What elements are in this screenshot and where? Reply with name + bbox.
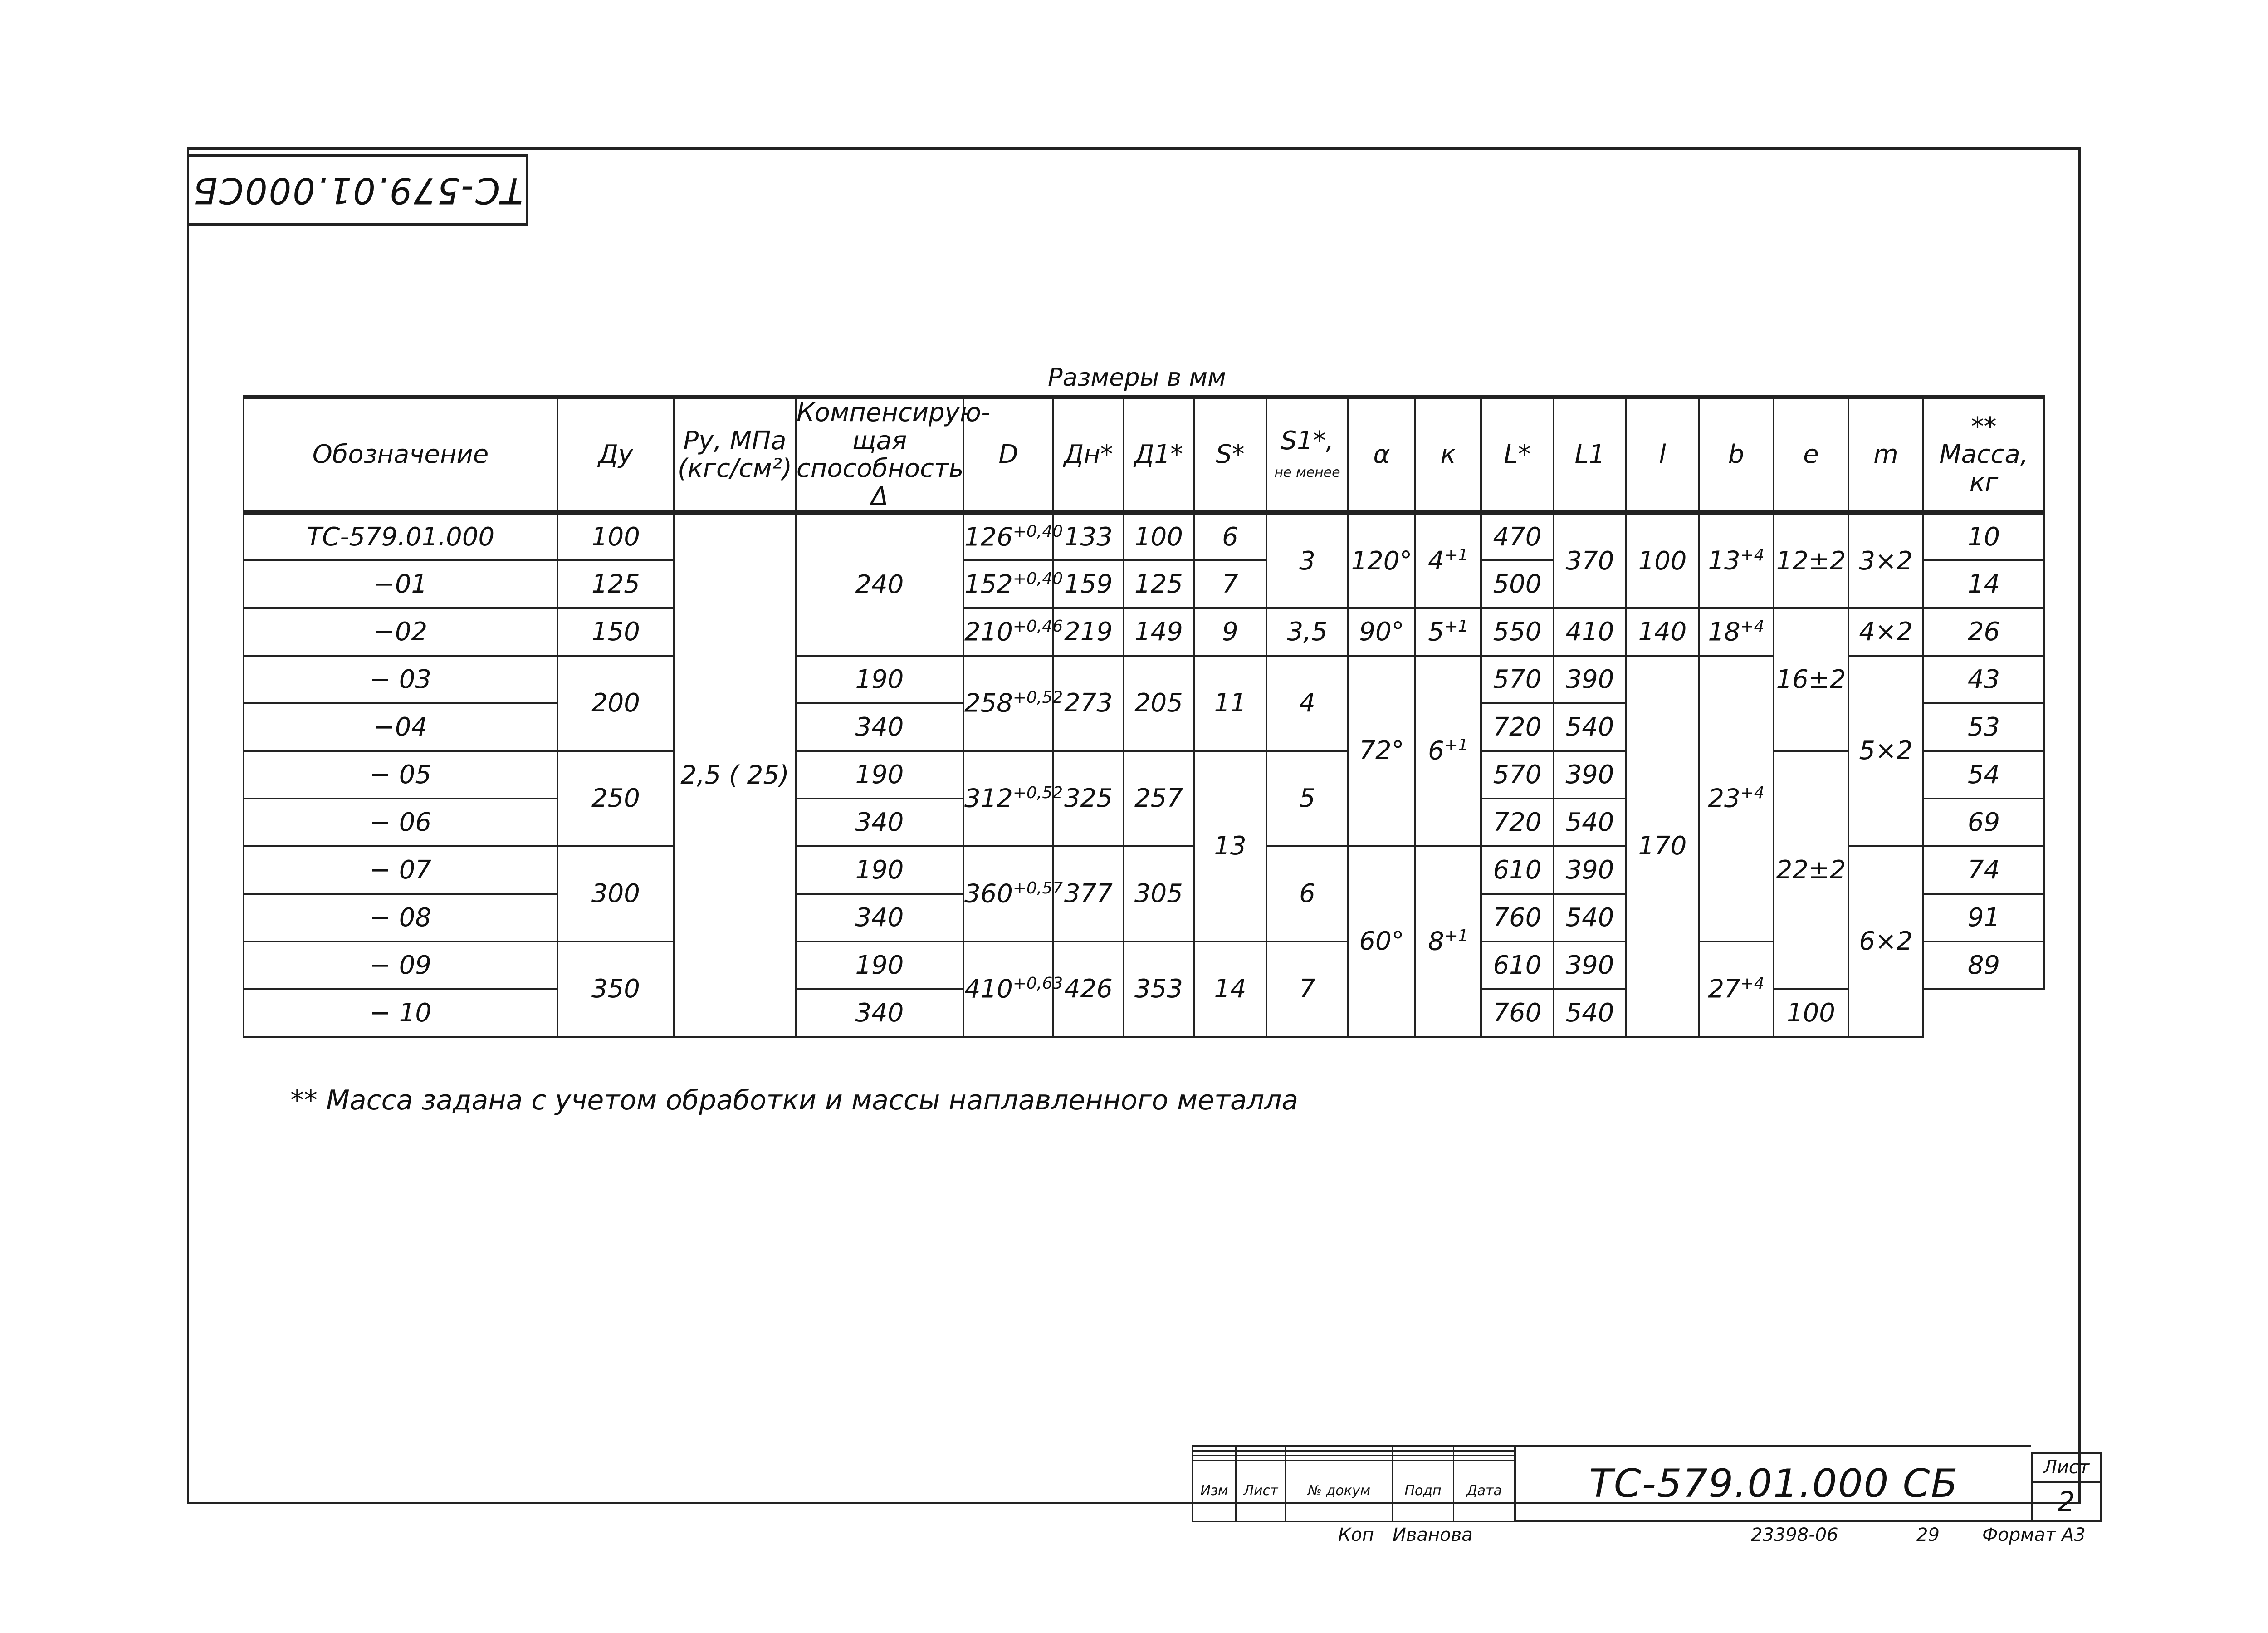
k-value: 5: [1428, 617, 1444, 647]
cell-l1: 370: [1554, 513, 1626, 608]
cell-mass: 54: [1923, 751, 2044, 799]
header-l-star: L*: [1481, 397, 1554, 513]
header-l-small: l: [1626, 397, 1699, 513]
cell-d1: 257: [1124, 751, 1194, 846]
d-tolerance: +0,52: [1012, 688, 1063, 707]
cell-d1: 125: [1124, 560, 1194, 608]
cell-l1: 390: [1554, 846, 1626, 894]
cell-dn: 133: [1053, 513, 1124, 560]
cell-l1: 390: [1554, 751, 1626, 799]
cell-mass: 89: [1923, 942, 2044, 989]
grid-cell: [1236, 1451, 1286, 1456]
k-value: 8: [1428, 927, 1444, 956]
d-tolerance: +0,52: [1012, 784, 1063, 803]
cell-d: [963, 751, 1063, 846]
cell-l-star: 760: [1481, 989, 1554, 1037]
sheet-label: Лист: [2033, 1454, 2100, 1483]
d-value: 126: [964, 522, 1013, 552]
archive-number: 23398-06: [1751, 1525, 1838, 1545]
grid-cell: [1393, 1456, 1454, 1461]
header-l1: L1: [1554, 397, 1626, 513]
cell-s: 6: [1194, 513, 1266, 560]
cell-du: 125: [557, 560, 674, 608]
cell-d: [963, 608, 1063, 656]
d-value: 210: [964, 617, 1013, 647]
cell-l-star: 570: [1481, 656, 1554, 703]
cell-k: [1415, 846, 1481, 1037]
cell-l-star: 570: [1481, 751, 1554, 799]
format-label: Формат А3: [1982, 1525, 2086, 1545]
cell-du: 200: [557, 656, 674, 751]
cell-compensation: 190: [796, 942, 963, 989]
cell-designation: − 10: [244, 989, 557, 1037]
d-value: 152: [964, 569, 1013, 599]
cell-dn: 219: [1053, 608, 1124, 656]
cell-dn: 426: [1053, 942, 1124, 1037]
header-dn: Дн*: [1053, 397, 1124, 513]
grid-cell: [1454, 1456, 1515, 1461]
cell-k: [1415, 656, 1481, 846]
cell-l-small: 140: [1626, 608, 1699, 656]
cell-b: [1699, 608, 1774, 656]
spec-table: [243, 395, 2045, 1038]
header-compensation: Компенсирую-щая способность Δ: [796, 397, 963, 513]
d-tolerance: +0,57: [1012, 879, 1063, 898]
cell-l1: 410: [1554, 608, 1626, 656]
k-tolerance: +1: [1444, 546, 1468, 565]
cell-m: 6×2: [1848, 846, 1923, 1037]
cell-designation: −04: [244, 703, 557, 751]
header-d1: Д1*: [1124, 397, 1194, 513]
d-tolerance: +0,46: [1012, 617, 1063, 636]
cell-designation: −01: [244, 560, 557, 608]
cell-m: 5×2: [1848, 656, 1923, 846]
cell-d1: 149: [1124, 608, 1194, 656]
cell-l-star: 610: [1481, 846, 1554, 894]
cell-s: 14: [1194, 942, 1266, 1037]
cell-d: [963, 513, 1063, 560]
col-label-list: Лист: [1236, 1460, 1286, 1521]
k-tolerance: +1: [1444, 617, 1468, 636]
grid-cell: [1393, 1451, 1454, 1456]
cell-mass: 100: [1774, 989, 1848, 1037]
cell-l-star: 500: [1481, 560, 1554, 608]
cell-alpha: 90°: [1348, 608, 1415, 656]
cell-dn: 273: [1053, 656, 1124, 751]
cell-b: [1699, 513, 1774, 608]
cell-compensation: 190: [796, 846, 963, 894]
cell-b: [1699, 942, 1774, 1037]
cell-compensation: 190: [796, 751, 963, 799]
cell-d: [963, 656, 1063, 751]
cell-b: [1699, 656, 1774, 942]
cell-s1: 3: [1266, 513, 1348, 608]
k-value: 6: [1428, 736, 1444, 766]
cell-dn: 159: [1053, 560, 1124, 608]
cell-l1: 390: [1554, 942, 1626, 989]
grid-cell: [1236, 1456, 1286, 1461]
cell-designation: − 08: [244, 894, 557, 942]
cell-du: 350: [557, 942, 674, 1037]
cell-s1: 6: [1266, 846, 1348, 942]
cell-designation: − 07: [244, 846, 557, 894]
cell-designation: − 06: [244, 799, 557, 846]
grid-cell: [1454, 1446, 1515, 1451]
header-s1-label: S1*,: [1281, 426, 1334, 456]
header-designation: Обозначение: [244, 397, 557, 513]
cell-compensation: 340: [796, 894, 963, 942]
header-s: S*: [1194, 397, 1266, 513]
cell-l-star: 610: [1481, 942, 1554, 989]
cell-l-small: 170: [1626, 656, 1699, 1037]
revision-grid: [1192, 1445, 1515, 1522]
d-value: 410: [964, 974, 1013, 1004]
col-label-doc: № докум: [1286, 1460, 1393, 1521]
b-value: 27: [1708, 974, 1740, 1004]
header-s1: [1266, 397, 1348, 513]
grid-cell: [1286, 1456, 1393, 1461]
cell-d1: 305: [1124, 846, 1194, 942]
cell-compensation: 340: [796, 989, 963, 1037]
cell-s1: 5: [1266, 751, 1348, 846]
b-tolerance: +4: [1740, 617, 1765, 636]
cell-mass: 10: [1923, 513, 2044, 560]
cell-mass: 14: [1923, 560, 2044, 608]
cell-l-star: 470: [1481, 513, 1554, 560]
grid-cell: [1193, 1446, 1236, 1451]
cell-mass: 43: [1923, 656, 2044, 703]
cell-compensation: 190: [796, 656, 963, 703]
cell-designation: − 03: [244, 656, 557, 703]
cell-d: [963, 560, 1063, 608]
d-value: 360: [964, 879, 1013, 909]
cell-alpha: 60°: [1348, 846, 1415, 1037]
grid-cell: [1193, 1451, 1236, 1456]
cell-designation: − 05: [244, 751, 557, 799]
copier-name: Иванова: [1393, 1525, 1473, 1545]
cell-e: 22±2: [1774, 751, 1848, 989]
sheet-number: 2: [2058, 1486, 2075, 1518]
col-label-sign: Подп: [1393, 1460, 1454, 1521]
b-tolerance: +4: [1740, 974, 1765, 993]
cell-d: [963, 846, 1063, 942]
cell-designation: ТС-579.01.000: [244, 513, 557, 560]
cell-du: 250: [557, 751, 674, 846]
cell-l1: 540: [1554, 989, 1626, 1037]
d-tolerance: +0,40: [1012, 569, 1063, 588]
cell-s1: 7: [1266, 942, 1348, 1037]
k-tolerance: +1: [1444, 927, 1468, 946]
cell-compensation: 340: [796, 799, 963, 846]
grid-cell: [1286, 1446, 1393, 1451]
table-row: [244, 751, 2044, 799]
cell-s: 7: [1194, 560, 1266, 608]
cell-k: [1415, 608, 1481, 656]
k-value: 4: [1428, 546, 1444, 576]
cell-k: [1415, 513, 1481, 608]
cell-d1: 353: [1124, 942, 1194, 1037]
d-value: 312: [964, 784, 1013, 814]
cell-l1: 540: [1554, 703, 1626, 751]
title-doc-number: ТС-579.01.000 СБ: [1514, 1445, 2031, 1522]
cell-mass: 69: [1923, 799, 2044, 846]
k-tolerance: +1: [1444, 736, 1468, 755]
col-label-date: Дата: [1454, 1460, 1515, 1521]
table-header-row: [244, 397, 2044, 513]
header-k: к: [1415, 397, 1481, 513]
cell-l-star: 720: [1481, 799, 1554, 846]
cell-l-small: 100: [1626, 513, 1699, 608]
header-mass: ** Масса, кг: [1923, 397, 2044, 513]
header-b: b: [1699, 397, 1774, 513]
b-value: 13: [1708, 546, 1740, 576]
cell-d1: 100: [1124, 513, 1194, 560]
grid-cell: [1193, 1456, 1236, 1461]
table-row: [244, 608, 2044, 656]
grid-cell: [1286, 1451, 1393, 1456]
cell-e: 16±2: [1774, 608, 1848, 751]
header-d: D: [963, 397, 1053, 513]
cell-l1: 390: [1554, 656, 1626, 703]
cell-mass: 74: [1923, 846, 2044, 894]
cell-alpha: 72°: [1348, 656, 1415, 846]
cell-l-star: 760: [1481, 894, 1554, 942]
grid-cell: [1236, 1446, 1286, 1451]
header-du: Ду: [557, 397, 674, 513]
sheet-box: [2031, 1452, 2102, 1522]
cell-du: 150: [557, 608, 674, 656]
d-tolerance: +0,40: [1012, 522, 1063, 541]
cell-m: 4×2: [1848, 608, 1923, 656]
cell-mass: 26: [1923, 608, 2044, 656]
cell-mass: 91: [1923, 894, 2044, 942]
cell-compensation: 340: [796, 703, 963, 751]
b-tolerance: +4: [1740, 546, 1765, 565]
units-caption: Размеры в мм: [1048, 363, 1226, 392]
b-value: 18: [1708, 617, 1740, 647]
cell-mass: 53: [1923, 703, 2044, 751]
cell-d1: 205: [1124, 656, 1194, 751]
copied-label: Коп: [1338, 1525, 1374, 1545]
cell-s: 13: [1194, 751, 1266, 942]
archive-sub: 29: [1916, 1525, 1940, 1545]
cell-e: 12±2: [1774, 513, 1848, 608]
header-m: m: [1848, 397, 1923, 513]
cell-s1: 4: [1266, 656, 1348, 751]
mass-footnote: ** Масса задана с учетом обработки и массы наплавленного металла: [290, 1084, 1299, 1116]
cell-compensation: 240: [796, 513, 963, 656]
table-row: [244, 513, 2044, 560]
cell-l-star: 720: [1481, 703, 1554, 751]
cell-l1: 540: [1554, 894, 1626, 942]
cell-designation: −02: [244, 608, 557, 656]
b-tolerance: +4: [1740, 784, 1765, 803]
grid-cell: [1393, 1446, 1454, 1451]
header-e: e: [1774, 397, 1848, 513]
cell-dn: 377: [1053, 846, 1124, 942]
grid-cell: [1454, 1451, 1515, 1456]
cell-pressure: 2,5 ( 25): [674, 513, 796, 1037]
cell-dn: 325: [1053, 751, 1124, 846]
top-stamp-text: ТС-579.01.000СБ: [192, 169, 523, 211]
col-label-izm: Изм: [1193, 1460, 1236, 1521]
cell-s: 9: [1194, 608, 1266, 656]
cell-l1: 540: [1554, 799, 1626, 846]
cell-s: 11: [1194, 656, 1266, 751]
cell-l-star: 550: [1481, 608, 1554, 656]
d-value: 258: [964, 688, 1013, 718]
header-s1-note: не менее: [1274, 465, 1340, 481]
cell-du: 300: [557, 846, 674, 942]
cell-designation: − 09: [244, 942, 557, 989]
top-stamp: [187, 154, 528, 226]
header-pressure: Ру, МПа (кгс/см²): [674, 397, 796, 513]
cell-m: 3×2: [1848, 513, 1923, 608]
cell-alpha: 120°: [1348, 513, 1415, 608]
cell-d: [963, 942, 1063, 1037]
b-value: 23: [1708, 784, 1740, 814]
cell-s1: 3,5: [1266, 608, 1348, 656]
d-tolerance: +0,63: [1012, 974, 1063, 993]
cell-du: 100: [557, 513, 674, 560]
header-alpha: α: [1348, 397, 1415, 513]
